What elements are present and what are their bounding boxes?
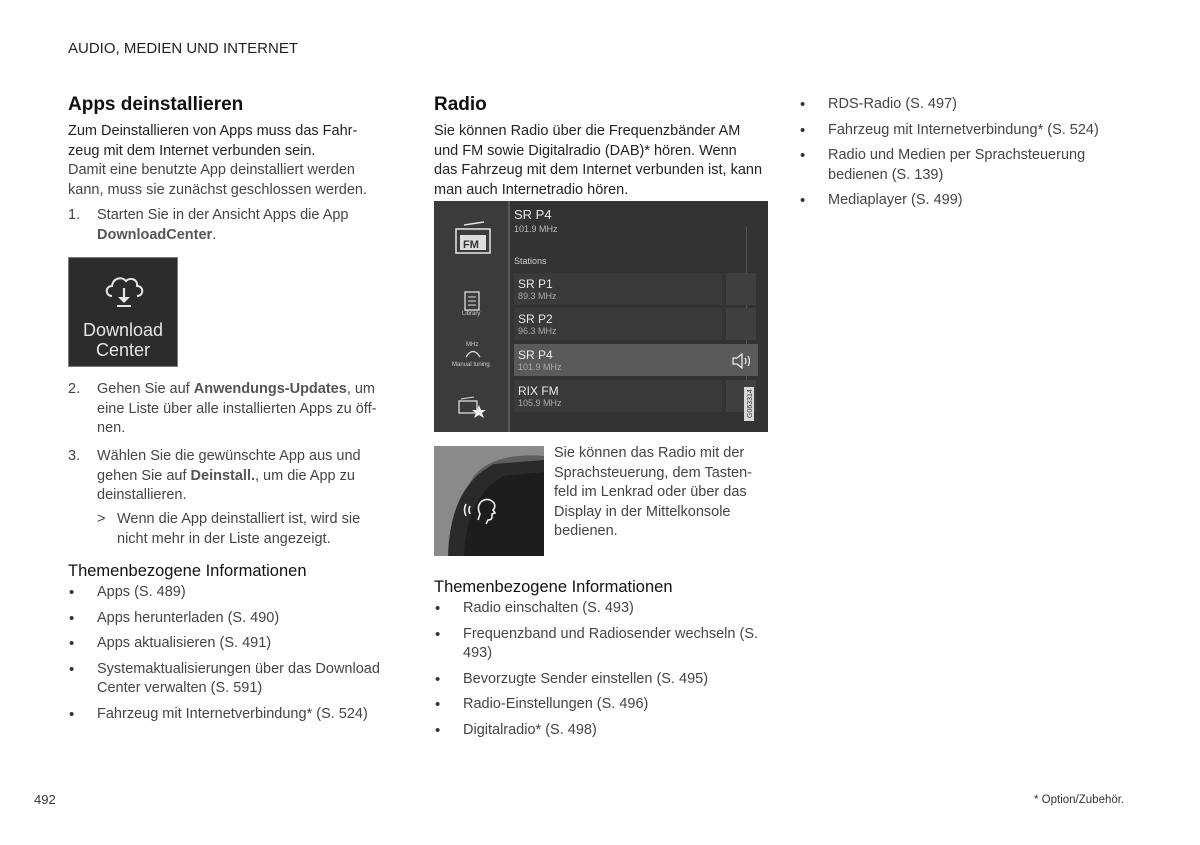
station-row[interactable]: RIX FM 105.9 MHz xyxy=(514,380,722,412)
voice-control-image xyxy=(434,446,544,556)
list-item[interactable]: • Radio und Medien per Sprachsteuerung bedienen (S. 139) xyxy=(799,146,1118,185)
radio-intro: Sie können Radio über die Frequenzbänder AM und FM sowie Digitalradio (DAB)* hören. Wenn das Fahrzeug mit dem Internet verbunden ist, kann man auch Internetradio hören. xyxy=(434,123,763,198)
download-center-tile xyxy=(68,257,178,367)
voice-control-icon xyxy=(462,494,502,526)
list-item[interactable]: • Fahrzeug mit Internetverbindung* (S. 524) xyxy=(68,705,398,725)
radio-title: Radio xyxy=(434,94,487,115)
library-icon[interactable] xyxy=(464,291,480,311)
list-item[interactable]: • Frequenzband und Radiosender wechseln (S. 493) xyxy=(434,625,763,664)
manual-tuning-label: Manual tuning xyxy=(452,362,490,368)
radio-caption: Sie können das Radio mit der Sprachsteuerung, dem Tasten-feld im Lenkrad oder über das Display in der Mittelkonsole bedienen. xyxy=(554,445,753,539)
list-item[interactable]: • Fahrzeug mit Internetverbindung* (S. 524) xyxy=(799,121,1129,141)
radio-sidebar xyxy=(434,201,508,432)
section-header: AUDIO, MEDIEN UND INTERNET xyxy=(68,40,299,57)
list-item[interactable]: • Systemaktualisierungen über das Download Center verwalten (S. 591) xyxy=(68,660,397,699)
radio-related xyxy=(434,578,764,746)
column-radio xyxy=(434,94,774,200)
column-3-related xyxy=(799,95,1129,217)
favorite-radio-icon[interactable] xyxy=(458,395,488,419)
tile-label-line1: Download xyxy=(82,320,164,340)
stations-label: Stations xyxy=(514,256,547,266)
band-label: FM xyxy=(463,239,479,251)
radio-screen xyxy=(434,201,768,432)
station-row-selected[interactable]: SR P4 101.9 MHz xyxy=(514,344,758,376)
speaker-icon xyxy=(732,353,752,369)
tile-label-line2: Center xyxy=(95,340,151,360)
list-item[interactable]: • Apps (S. 489) xyxy=(68,583,398,603)
station-row[interactable]: SR P2 96.3 MHz xyxy=(514,308,722,340)
apps-related-title: Themenbezogene Informationen xyxy=(68,562,307,580)
radio-related-title: Themenbezogene Informationen xyxy=(434,578,673,596)
option-footnote: * Option/Zubehör. xyxy=(1034,794,1125,806)
figure-code: G063314 xyxy=(747,389,754,418)
library-label: Library xyxy=(462,311,481,317)
now-playing-frequency: 101.9 MHz xyxy=(514,224,558,234)
list-item[interactable]: • Digitalradio* (S. 498) xyxy=(434,721,764,741)
station-row[interactable]: SR P1 89.3 MHz xyxy=(514,273,722,305)
column-apps xyxy=(68,94,398,200)
apps-body: Damit eine benutzte App deinstalliert werden kann, muss sie zunächst geschlossen werden. xyxy=(68,162,368,198)
now-playing-name: SR P4 xyxy=(514,207,552,222)
apps-intro: Zum Deinstallieren von Apps muss das Fahr-zeug mit dem Internet verbunden sein. xyxy=(68,123,358,159)
list-item[interactable]: • Mediaplayer (S. 499) xyxy=(799,191,1129,211)
apps-related xyxy=(68,562,398,730)
list-item[interactable]: • RDS-Radio (S. 497) xyxy=(799,95,1129,115)
manual-tuning-icon[interactable] xyxy=(464,348,482,358)
apps-title: Apps deinstallieren xyxy=(68,94,244,115)
page-number: 492 xyxy=(34,792,56,807)
list-item[interactable]: • Radio-Einstellungen (S. 496) xyxy=(434,695,764,715)
list-item[interactable]: • Apps herunterladen (S. 490) xyxy=(68,609,398,629)
list-item[interactable]: • Bevorzugte Sender einstellen (S. 495) xyxy=(434,670,764,690)
cloud-download-icon xyxy=(102,270,146,310)
list-item[interactable]: • Apps aktualisieren (S. 491) xyxy=(68,634,398,654)
mhz-label: MHz xyxy=(466,342,479,348)
list-item[interactable]: • Radio einschalten (S. 493) xyxy=(434,599,764,619)
downloadcenter-label: DownloadCenter xyxy=(97,226,213,243)
